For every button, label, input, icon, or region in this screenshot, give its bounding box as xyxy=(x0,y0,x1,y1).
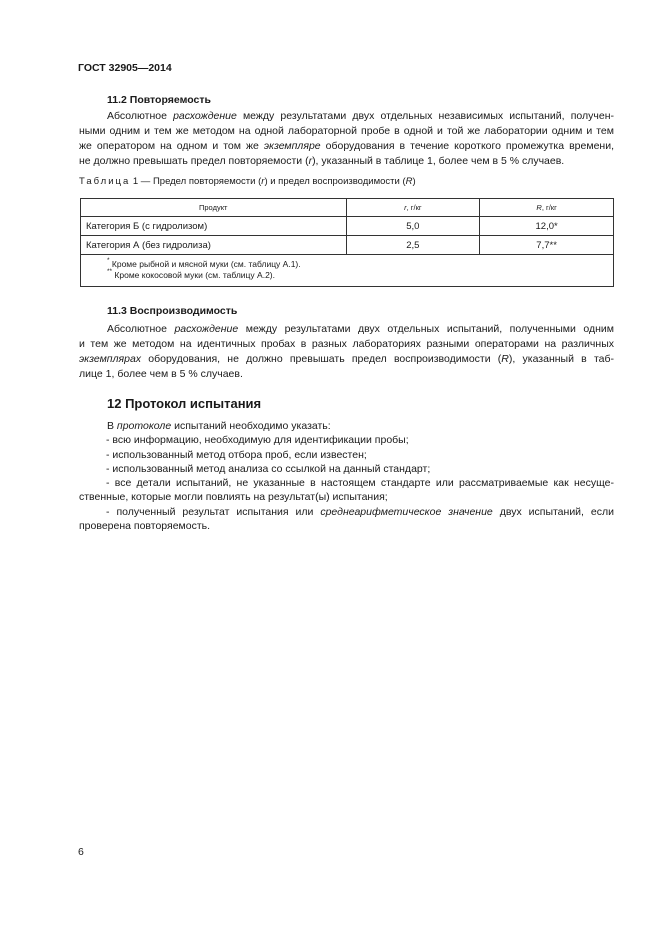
paragraph-line: лице 1, более чем в 5 % случаев. xyxy=(79,368,243,380)
list-item-continuation: ственные, которые могли повлиять на результат(ы) испытания; xyxy=(79,491,388,504)
table-note: * Кроме рыбной и мясной муки (см. таблицу А.1). xyxy=(107,257,301,269)
r-value-cell: 2,5 xyxy=(346,236,480,255)
table-row xyxy=(81,236,614,255)
list-item: - все детали испытаний, не указанные в настоящем стандарте или рассматриваемые как несуще- xyxy=(106,477,614,490)
table-notes xyxy=(81,255,614,287)
list-item: - полученный результат испытания или среднеарифметическое значение двух испытаний, если xyxy=(106,505,614,518)
r-value-cell: 5,0 xyxy=(346,217,480,236)
table-note: ** Кроме кокосовой муки (см. таблицу А.2). xyxy=(107,268,275,280)
table-row xyxy=(81,217,614,236)
paragraph-line: Абсолютное расхождение между результатами двух отдельных независимых испытаний, получен- xyxy=(107,110,614,122)
section-11-2-title: 11.2 Повторяемость xyxy=(107,94,211,106)
section-11-3-paragraph xyxy=(79,322,614,382)
paragraph-line: ными одним и тем же методом на одной лабораторной пробе в одной и той же лаборатории одним и тем xyxy=(79,125,614,137)
list-intro: В протоколе испытаний необходимо указать: xyxy=(107,420,331,432)
section-12-list xyxy=(79,419,614,533)
column-header-r: r, г/кг xyxy=(346,199,480,217)
paragraph-line: Абсолютное расхождение между результатами двух отдельных испытаний, полученными одним xyxy=(107,323,614,335)
list-item: - использованный метод отбора проб, если известен; xyxy=(106,448,367,461)
paragraph-line: и тем же методом на идентичных пробах в разных лабораториях разными операторами на различных xyxy=(79,338,614,350)
list-item: - всю информацию, необходимую для идентификации пробы; xyxy=(106,434,409,447)
R-value-cell: 7,7** xyxy=(480,236,614,255)
data-table xyxy=(80,198,614,287)
document-header: ГОСТ 32905—2014 xyxy=(78,62,172,74)
page-number: 6 xyxy=(78,846,84,858)
table-header-row xyxy=(81,199,614,217)
paragraph-line: экземплярах оборудования, не должно превышать предел воспроизводимости (R), указанный в таб- xyxy=(79,353,614,365)
table-caption: Таблица 1 — Предел повторяемости (r) и предел воспроизводимости (R) xyxy=(79,176,416,187)
column-header-product: Продукт xyxy=(81,199,347,217)
product-cell: Категория А (без гидролиза) xyxy=(81,236,347,255)
section-12-title: 12 Протокол испытания xyxy=(107,396,262,411)
list-item-continuation: проверена повторяемость. xyxy=(79,520,211,533)
section-11-2-paragraph xyxy=(79,109,614,169)
paragraph-line: не должно превышать предел повторяемости (r), указанный в таблице 1, более чем в 5 % случаев. xyxy=(79,155,565,167)
table-notes-row xyxy=(81,255,614,287)
section-11-3-title: 11.3 Воспроизводимость xyxy=(107,305,238,317)
product-cell: Категория Б (с гидролизом) xyxy=(81,217,347,236)
column-header-R: R, г/кг xyxy=(480,199,614,217)
R-value-cell: 12,0* xyxy=(480,217,614,236)
list-item: - использованный метод анализа со ссылкой на данный стандарт; xyxy=(106,462,431,475)
paragraph-line: же оператором на одном и том же экземпляре оборудования в течение короткого промежутка времени, xyxy=(79,140,614,152)
